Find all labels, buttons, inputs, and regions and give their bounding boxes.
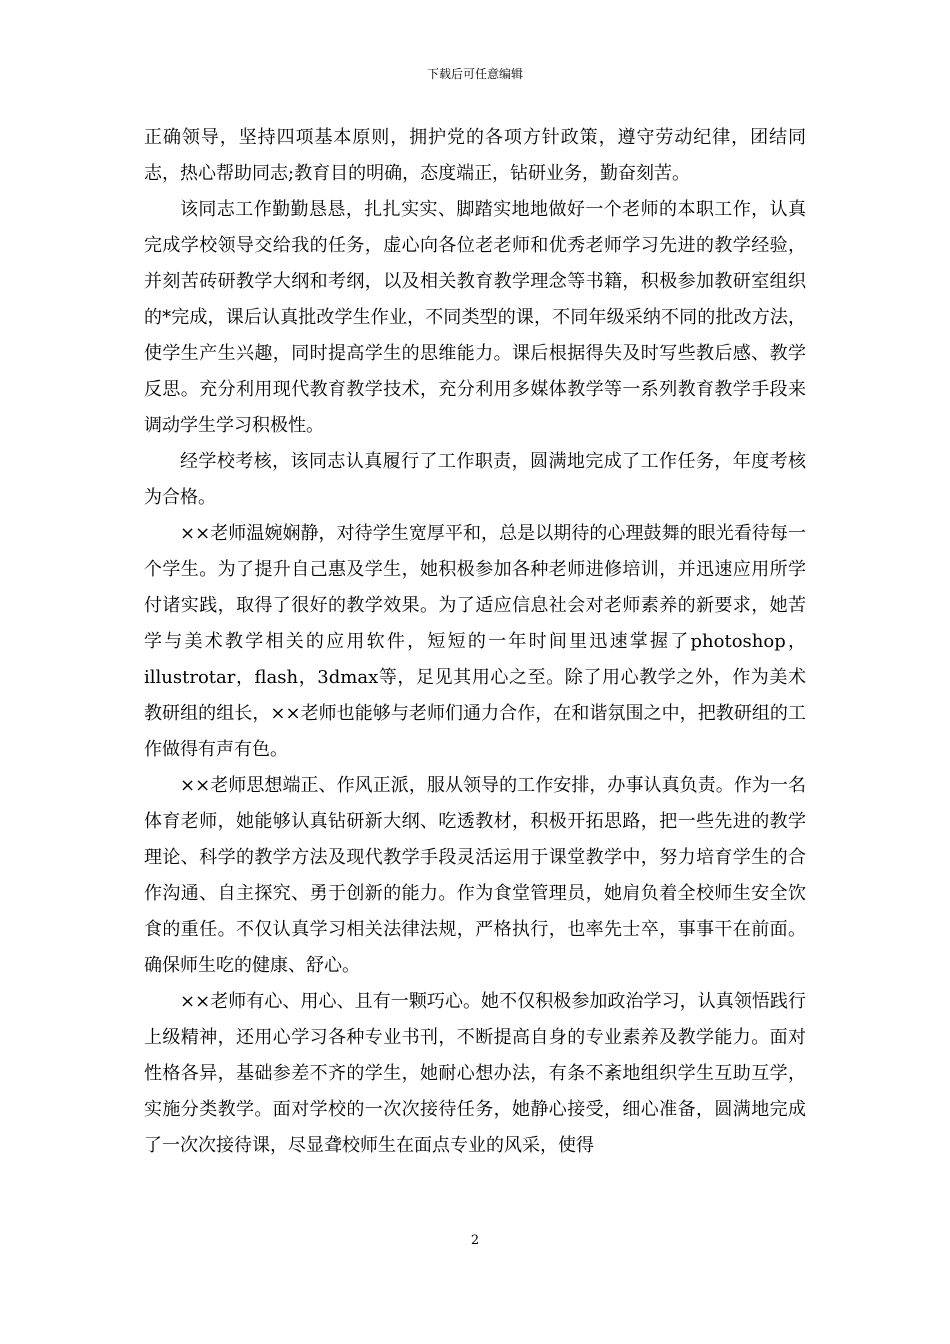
paragraph-4: ××老师温婉娴静，对待学生宽厚平和，总是以期待的心理鼓舞的眼光看待每一个学生。为了提升自己惠及学生，她积极参加各种老师进修培训，并迅速应用所学付诸实践，取得了很好的教学效果。为了适应信息社会对老师素养的新要求，她苦学与美术教学相关的应用软件，短短的一年时间里迅速掌握了photoshop，illustrotar，flash，3dmax等，足见其用心之至。除了用心教学之外，作为美术教研组的组长，××老师也能够与老师们通力合作，在和谐氛围之中，把教研组的工作做得有声有色。 <box>144 523 806 760</box>
page-number: 2 <box>470 1233 480 1248</box>
paragraph-3: 经学校考核，该同志认真履行了工作职责，圆满地完成了工作任务，年度考核为合格。 <box>144 451 806 508</box>
paragraph-2: 该同志工作勤勤恳恳，扎扎实实、脚踏实地地做好一个老师的本职工作，认真完成学校领导交给我的任务，虚心向各位老老师和优秀老师学习先进的教学经验，并刻苦砖研教学大纲和考纲，以及相关教育教学理念等书籍，积极参加教研室组织的*完成，课后认真批改学生作业，不同类型的课，不同年级采纳不同的批改方法，使学生产生兴趣，同时提高学生的思维能力。课后根据得失及时写些教后感、教学反思。充分利用现代教育教学技术，充分利用多媒体教学等一系列教育教学手段来调动学生学习积极性。 <box>144 199 806 436</box>
paragraph-6: ××老师有心、用心、且有一颗巧心。她不仅积极参加政治学习，认真领悟践行上级精神，还用心学习各种专业书刊，不断提高自身的专业素养及教学能力。面对性格各异，基础参差不齐的学生，她耐心想办法，有条不紊地组织学生互助互学，实施分类教学。面对学校的一次次接待任务，她静心接受，细心准备，圆满地完成了一次次接待课，尽显聋校师生在面点专业的风采，使得 <box>144 991 806 1156</box>
page-header: 下载后可任意编辑 <box>426 67 523 81</box>
paragraph-5: ××老师思想端正、作风正派，服从领导的工作安排，办事认真负责。作为一名体育老师，她能够认真钻研新大纲、吃透教材，积极开拓思路，把一些先进的教学理论、科学的教学方法及现代教学手段灵活运用于课堂教学中，努力培育学生的合作沟通、自主探究、勇于创新的能力。作为食堂管理员，她肩负着全校师生安全饮食的重任。不仅认真学习相关法律法规，严格执行，也率先士卒，事事干在前面。确保师生吃的健康、舒心。 <box>144 775 806 976</box>
paragraph-1: 正确领导，坚持四项基本原则，拥护党的各项方针政策，遵守劳动纪律，团结同志，热心帮助同志;教育目的明确，态度端正，钻研业务，勤奋刻苦。 <box>144 127 806 184</box>
document-body <box>144 120 806 1164</box>
